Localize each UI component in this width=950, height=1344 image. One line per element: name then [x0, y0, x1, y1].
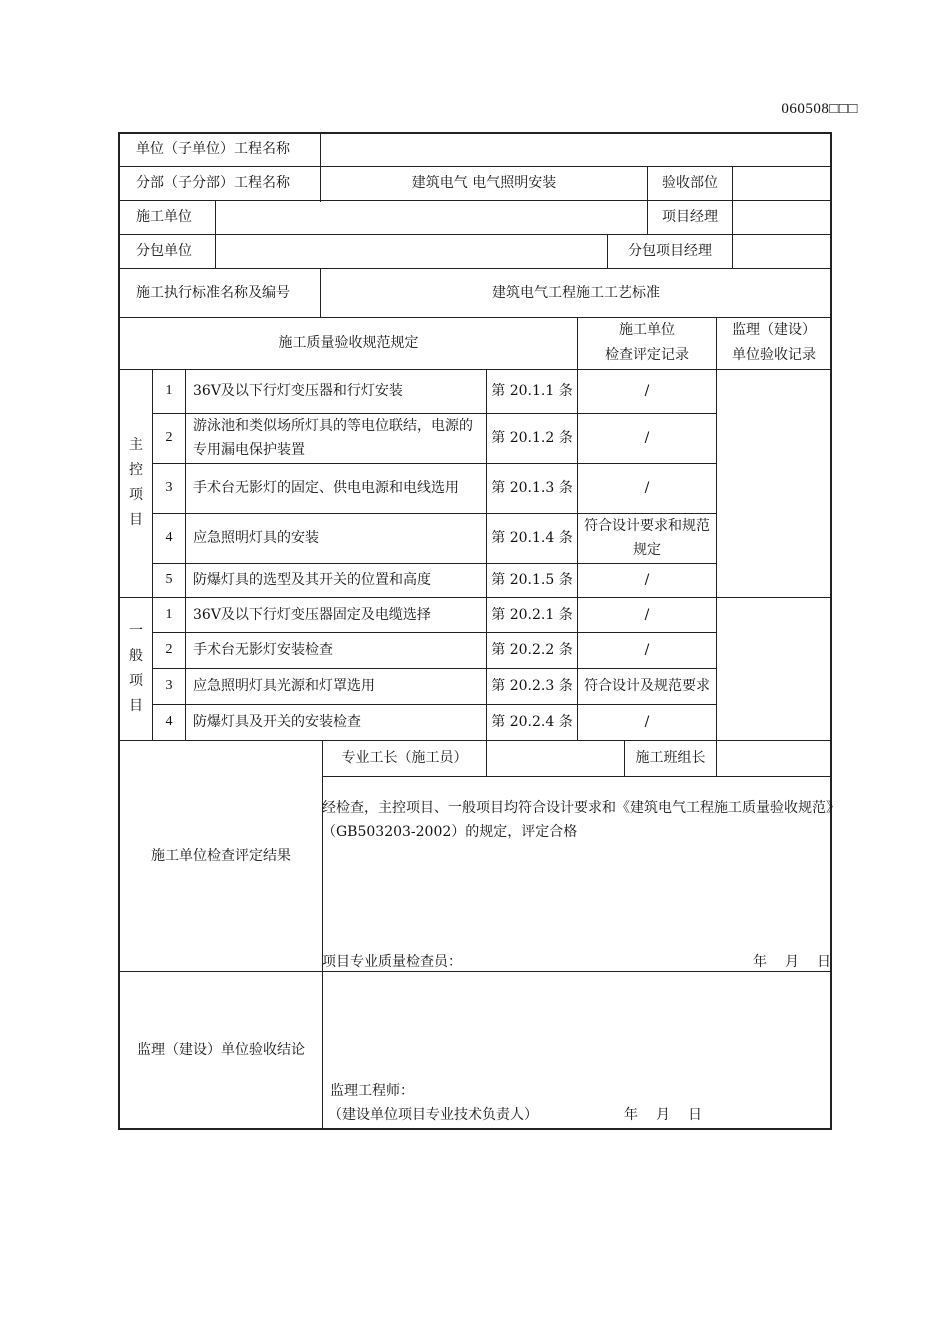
supervision-date: 年 月 日: [624, 1107, 704, 1123]
result-text: [322, 796, 840, 844]
clause-ref: 第 20.1.4 条: [491, 530, 573, 546]
check-record[interactable]: /: [644, 430, 650, 446]
item-description: 应急照明灯具的安装: [193, 530, 319, 546]
supervision-header-line2: 单位验收记录: [732, 347, 816, 363]
unit-check-column-header: [578, 317, 716, 369]
clause-ref: 第 20.1.3 条: [491, 480, 573, 496]
group-label-char: 项: [129, 672, 143, 689]
sub-project-name-field[interactable]: 建筑电气 电气照明安装: [411, 175, 557, 191]
group-label-char: 般: [129, 647, 143, 664]
construction-unit-field[interactable]: [216, 200, 647, 234]
clause-ref: 第 20.2.1 条: [491, 606, 573, 623]
row-number: 5: [165, 572, 173, 587]
check-record[interactable]: 符合设计及规范要求: [584, 678, 710, 694]
main-control-group-label: [120, 369, 152, 597]
item-description: 36V及以下行灯变压器固定及电缆选择: [193, 606, 431, 623]
group-label-char: 控: [129, 462, 143, 478]
row-number: 1: [165, 606, 173, 622]
row-number: 4: [165, 530, 173, 545]
check-record[interactable]: /: [644, 572, 650, 588]
item-description: 游泳池和类似场所灯具的等电位联结，电源的专用漏电保护装置: [193, 418, 473, 458]
row-number: 3: [165, 480, 173, 495]
supervision-column-header: [717, 317, 831, 369]
clause-ref: 第 20.2.4 条: [491, 714, 573, 730]
row-number: 4: [165, 714, 173, 729]
item-description: 防爆灯具的选型及其开关的位置和高度: [193, 572, 431, 588]
unit-project-name-field[interactable]: [321, 132, 831, 166]
team-leader-label: 施工班组长: [635, 750, 706, 766]
item-description: 36V及以下行灯变压器和行灯安装: [193, 383, 403, 399]
subcontract-unit-field[interactable]: [216, 234, 607, 268]
clause-ref: 第 20.1.2 条: [491, 430, 573, 446]
unit-project-name-label: 单位（子单位）工程名称: [136, 141, 290, 157]
row-number: 2: [165, 642, 173, 657]
group-label-char: 目: [129, 512, 143, 528]
item-description: 防爆灯具及开关的安装检查: [193, 714, 361, 730]
group-label-char: 主: [129, 437, 143, 453]
item-description: 应急照明灯具光源和灯罩选用: [193, 678, 375, 694]
general-group-label: [120, 597, 152, 740]
construction-unit-label: 施工单位: [136, 209, 192, 225]
subcontract-manager-field[interactable]: [733, 234, 831, 268]
result-text-line2: （GB503203-2002）的规定，评定合格: [322, 824, 578, 840]
result-date: 年 月 日: [753, 954, 833, 970]
standard-field[interactable]: 建筑电气工程施工工艺标准: [492, 284, 660, 301]
clause-ref: 第 20.2.2 条: [491, 642, 573, 658]
row-number: 1: [165, 383, 173, 398]
clause-ref: 第 20.2.3 条: [491, 678, 573, 694]
result-label: 施工单位检查评定结果: [151, 847, 291, 864]
subcontract-unit-label: 分包单位: [136, 243, 192, 259]
check-record[interactable]: /: [644, 714, 650, 730]
unit-check-header-line2: 检查评定记录: [605, 347, 689, 363]
foreman-signature-field[interactable]: [487, 740, 624, 776]
supervision-header-line1: 监理（建设）: [732, 322, 816, 338]
subcontract-manager-label: 分包项目经理: [628, 243, 712, 259]
foreman-label: 专业工长（施工员）: [341, 750, 468, 766]
clause-ref: 第 20.1.5 条: [491, 572, 573, 588]
sub-project-name-label: 分部（子分部）工程名称: [136, 175, 290, 191]
result-text-line1: 经检查，主控项目、一般项目均符合设计要求和《建筑电气工程施工质量验收规范》: [322, 800, 840, 816]
check-record[interactable]: /: [644, 606, 650, 623]
supervision-engineer-label: 监理工程师：: [330, 1083, 414, 1099]
row-number: 3: [165, 678, 173, 693]
item-description: 手术台无影灯的固定、供电电源和电线选用: [193, 480, 459, 496]
check-record[interactable]: 符合设计要求和规范规定: [584, 518, 710, 558]
check-record[interactable]: /: [644, 383, 650, 399]
row-number: 2: [165, 430, 173, 445]
acceptance-part-field[interactable]: [733, 166, 831, 200]
group-label-char: 一: [129, 622, 143, 639]
spec-column-header: 施工质量验收规范规定: [278, 335, 419, 351]
acceptance-part-label: 验收部位: [662, 175, 718, 191]
owner-representative-label: （建设单位项目专业技术负责人）: [328, 1107, 538, 1123]
item-description: 手术台无影灯安装检查: [193, 642, 333, 658]
team-leader-signature-field[interactable]: [717, 740, 831, 776]
clause-ref: 第 20.1.1 条: [491, 383, 573, 399]
document-code: 060508□□□: [781, 101, 858, 117]
project-manager-field[interactable]: [733, 200, 831, 234]
unit-check-header-line1: 施工单位: [619, 322, 675, 338]
quality-inspector-label: 项目专业质量检查员：: [322, 954, 462, 970]
check-record[interactable]: /: [644, 642, 650, 658]
check-record[interactable]: /: [644, 480, 650, 496]
supervision-conclusion-label: 监理（建设）单位验收结论: [137, 1041, 305, 1058]
project-manager-label: 项目经理: [662, 209, 718, 225]
group-label-char: 项: [129, 487, 143, 503]
standard-label: 施工执行标准名称及编号: [136, 284, 290, 301]
group-label-char: 目: [129, 697, 143, 714]
